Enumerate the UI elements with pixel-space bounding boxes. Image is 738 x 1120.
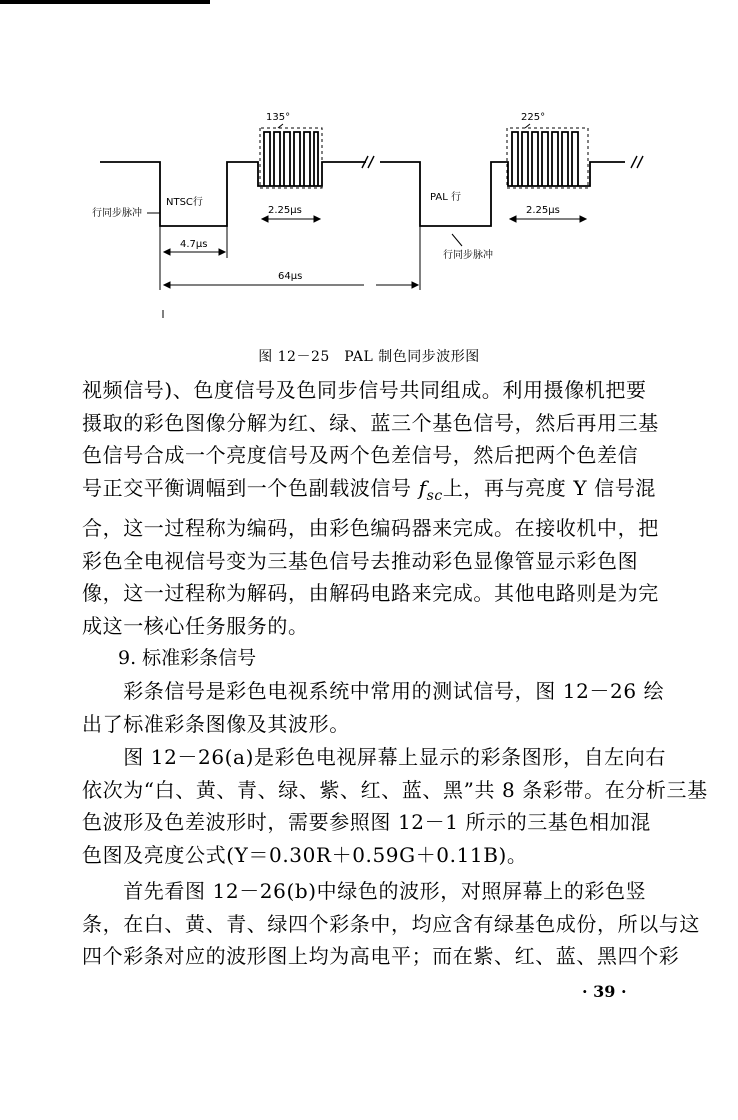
text-line: 视频信号)、色度信号及色同步信号共同组成。利用摄像机把要 (82, 378, 647, 402)
text-line: 四个彩条对应的波形图上均为高电平；而在紫、红、蓝、黑四个彩 (82, 944, 680, 968)
paragraph-1 (82, 374, 668, 642)
label-line-sync-right: 行同步脉冲 (443, 250, 493, 261)
paragraph-4 (82, 875, 700, 973)
text-line: 成这一核心任务服务的。 (82, 613, 309, 638)
pal-burst-waveform-figure (0, 0, 738, 340)
paragraph-3 (82, 741, 708, 871)
subcarrier-symbol: f (418, 475, 427, 500)
text-line: 首先看图 12－26(b)中绿色的波形，对照屏幕上的彩色竖 (82, 879, 647, 903)
text-segment: 号正交平衡调幅到一个色副载波信号 (82, 475, 419, 500)
text-line: 色波形及色差波形时，需要参照图 12－1 所示的三基色相加混 (82, 810, 651, 834)
text-line: 图 12－26(a)是彩色电视屏幕上显示的彩条图形，自左向右 (82, 745, 666, 769)
burst-2 (512, 132, 578, 186)
label-ntsc-line: NTSC行 (166, 197, 203, 208)
label-line-period: 64μs (278, 271, 303, 282)
label-pal-line: PAL 行 (430, 192, 461, 203)
text-line: 彩条信号是彩色电视系统中常用的测试信号，图 12－26 绘 (82, 679, 665, 703)
label-sync-width: 4.7μs (180, 239, 208, 250)
paragraph-2 (82, 675, 668, 740)
page-number: · 39 · (582, 982, 627, 1001)
text-line: 色图及亮度公式(Y＝0.30R＋0.59G＋0.11B)。 (82, 842, 528, 867)
burst-1 (264, 132, 318, 186)
figure-caption: 图 12－25 PAL 制色同步波形图 (258, 349, 480, 365)
text-line: 像，这一过程称为解码，由解码电路来完成。其他电路则是为完 (82, 581, 659, 605)
label-line-sync-left: 行同步脉冲 (92, 208, 142, 219)
text-line: 合，这一过程称为编码，由彩色编码器来完成。在接收机中，把 (82, 516, 659, 540)
text-line: 色信号合成一个亮度信号及两个色差信号，然后把两个色差信 (82, 443, 639, 467)
label-phase-135: 135° (266, 112, 291, 123)
section-heading: 9. 标准彩条信号 (118, 647, 257, 669)
text-line (82, 472, 668, 513)
text-line: 彩色全电视信号变为三基色信号去推动彩色显像管显示彩色图 (82, 548, 639, 573)
label-phase-225: 225° (521, 112, 546, 123)
text-line: 依次为“白、黄、青、绿、紫、红、蓝、黑”共 8 条彩带。在分析三基 (82, 777, 708, 802)
text-line: 摄取的彩色图像分解为红、绿、蓝三个基色信号，然后再用三基 (82, 410, 659, 435)
label-burst-width-2: 2.25μs (526, 205, 560, 216)
text-line: 出了标准彩条图像及其波形。 (82, 711, 350, 736)
text-line: 条，在白、黄、青、绿四个彩条中，均应含有绿基色成份，所以与这 (82, 911, 700, 936)
text-segment: 上，再与亮度 Y 信号混 (442, 475, 656, 500)
label-burst-width-1: 2.25μs (268, 205, 302, 216)
subcarrier-subscript: sc (426, 487, 443, 504)
